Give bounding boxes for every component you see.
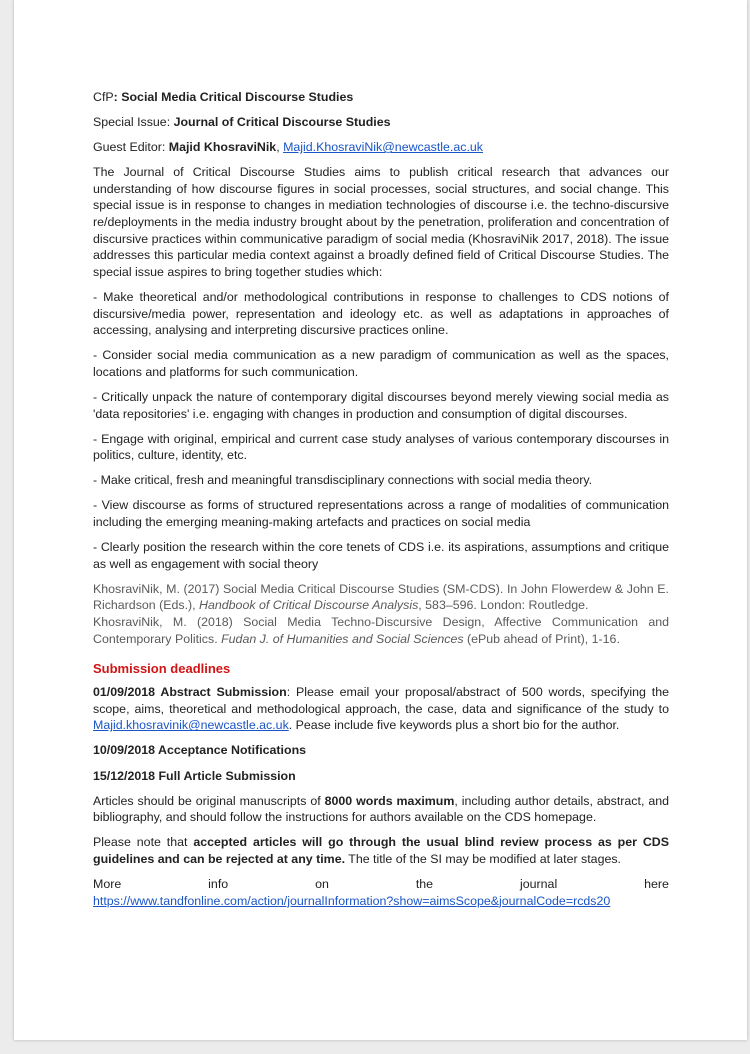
special-issue-label: Special Issue: xyxy=(93,115,174,130)
more-info-line xyxy=(93,876,669,893)
reference-2-journal: Fudan J. of Humanities and Social Sciences xyxy=(221,631,464,646)
reference-1-text: KhosraviNik, M. (2017) Social Media Critical Discourse Studies (SM-CDS). In John Flowerdew & John E. Richardson (Eds.), xyxy=(93,581,669,613)
guest-editor-email-link[interactable]: Majid.KhosraviNik@newcastle.ac.uk xyxy=(283,140,483,155)
aim-item: - Make critical, fresh and meaningful transdisciplinary connections with social media theory. xyxy=(93,473,593,488)
guest-editor-sep: , xyxy=(276,140,284,155)
guest-editor-label: Guest Editor: xyxy=(93,140,169,155)
abstract-submission-paragraph xyxy=(93,684,669,734)
articles-text: Articles should be original manuscripts of xyxy=(93,793,325,808)
abstract-tail: . Pease include five keywords plus a short bio for the author. xyxy=(288,718,620,733)
aim-item: - Engage with original, empirical and current case study analyses of various contemporary discourses in politics, culture, identity, etc. xyxy=(93,431,669,463)
special-issue-value: Journal of Critical Discourse Studies xyxy=(173,115,391,130)
guest-editor-line xyxy=(93,139,669,156)
note-text: Please note that xyxy=(93,835,194,850)
note-paragraph xyxy=(93,834,669,867)
reference-2 xyxy=(93,614,669,647)
document-page xyxy=(14,0,747,1040)
submission-deadlines-heading: Submission deadlines xyxy=(93,661,231,677)
more-info-word: here xyxy=(644,876,669,891)
aim-item: - Critically unpack the nature of contemporary digital discourses beyond merely viewing social media as 'data repositories' i.e. engaging with changes in production and consumption of digital discourses. xyxy=(93,389,669,421)
reference-1-pub: , 583–596. London: Routledge. xyxy=(418,598,589,613)
more-info-word: on xyxy=(315,876,329,891)
acceptance-deadline xyxy=(93,742,669,759)
more-info-word: More xyxy=(93,876,122,891)
journal-url-link[interactable]: https://www.tandfonline.com/action/journalInformation?show=aimsScope&journalCode=rcds20 xyxy=(93,893,611,908)
cfp-title: : Social Media Critical Discourse Studies xyxy=(113,90,354,104)
articles-tail: , including author details, abstract, and bibliography, and should follow the instructions for authors available on the CDS homepage. xyxy=(93,793,669,825)
aim-item: - Clearly position the research within the core tenets of CDS i.e. its aspirations, assumptions and critique as well as engagement with social theory xyxy=(93,540,669,571)
note-tail: The title of the SI may be modified at later stages. xyxy=(345,851,621,866)
document-body xyxy=(93,89,669,918)
more-info-word: journal xyxy=(520,876,558,891)
word-limit: 8000 words maximum xyxy=(324,793,455,808)
more-info-word: info xyxy=(208,876,229,891)
aim-item: - Consider social media communication as a new paradigm of communication as well as the spaces, locations and platforms for such communication. xyxy=(93,348,669,379)
full-article-deadline xyxy=(93,768,669,785)
articles-paragraph xyxy=(93,793,669,826)
special-issue-line xyxy=(93,114,669,131)
intro-paragraph: The Journal of Critical Discourse Studies aims to publish critical research that advances our understanding of how discourse figures in social processes, social structures, and social change. This special issue is in response to changes in mediation technologies of discourse i.e. the techno-discursive re/deployments in the media industry brought about by the penetration, proliferation and concentration of discursive practices within communicative paradigm of social media (KhosraviNik 2017, 2018). The issue addresses this particular media context against a broadly defined field of Critical Discourse Studies. The special issue aspires to bring together studies which: xyxy=(93,165,669,279)
reference-1 xyxy=(93,581,669,614)
reference-1-book: Handbook of Critical Discourse Analysis xyxy=(199,598,419,613)
full-article-deadline-text: 15/12/2018 Full Article Submission xyxy=(93,768,296,783)
cfp-line xyxy=(93,89,669,106)
journal-url-line xyxy=(93,893,669,910)
abstract-text: : Please email your proposal/abstract of 500 words, specifying the scope, aims, theoretical and methodological approach, the case, data and significance of the study to xyxy=(93,685,669,716)
reference-2-pub: (ePub ahead of Print), 1-16. xyxy=(463,631,620,646)
abstract-email-link[interactable]: Majid.khosravinik@newcastle.ac.uk xyxy=(93,718,289,733)
review-note: accepted articles will go through the usual blind review process as per CDS guidelines and can be rejected at any time. xyxy=(93,835,669,866)
acceptance-deadline-text: 10/09/2018 Acceptance Notifications xyxy=(93,743,307,758)
more-info-word: the xyxy=(415,876,434,891)
cfp-prefix: CfP xyxy=(93,90,114,104)
aim-item: - Make theoretical and/or methodological contributions in response to challenges to CDS notions of discursive/media power, representation and ideology etc. as well as adaptations in approaches of accessing, analysing and interpreting discursive practices online. xyxy=(93,289,669,338)
aim-item: - View discourse as forms of structured representations across a range of modalities of communication including the emerging meaning-making artefacts and practices on social media xyxy=(93,498,669,529)
reference-2-text: KhosraviNik, M. (2018) Social Media Techno-Discursive Design, Affective Communication and Contemporary Politics. xyxy=(93,614,669,646)
references xyxy=(93,581,669,647)
abstract-deadline-label: 01/09/2018 Abstract Submission xyxy=(93,685,287,700)
guest-editor-name: Majid KhosraviNik xyxy=(168,140,277,155)
